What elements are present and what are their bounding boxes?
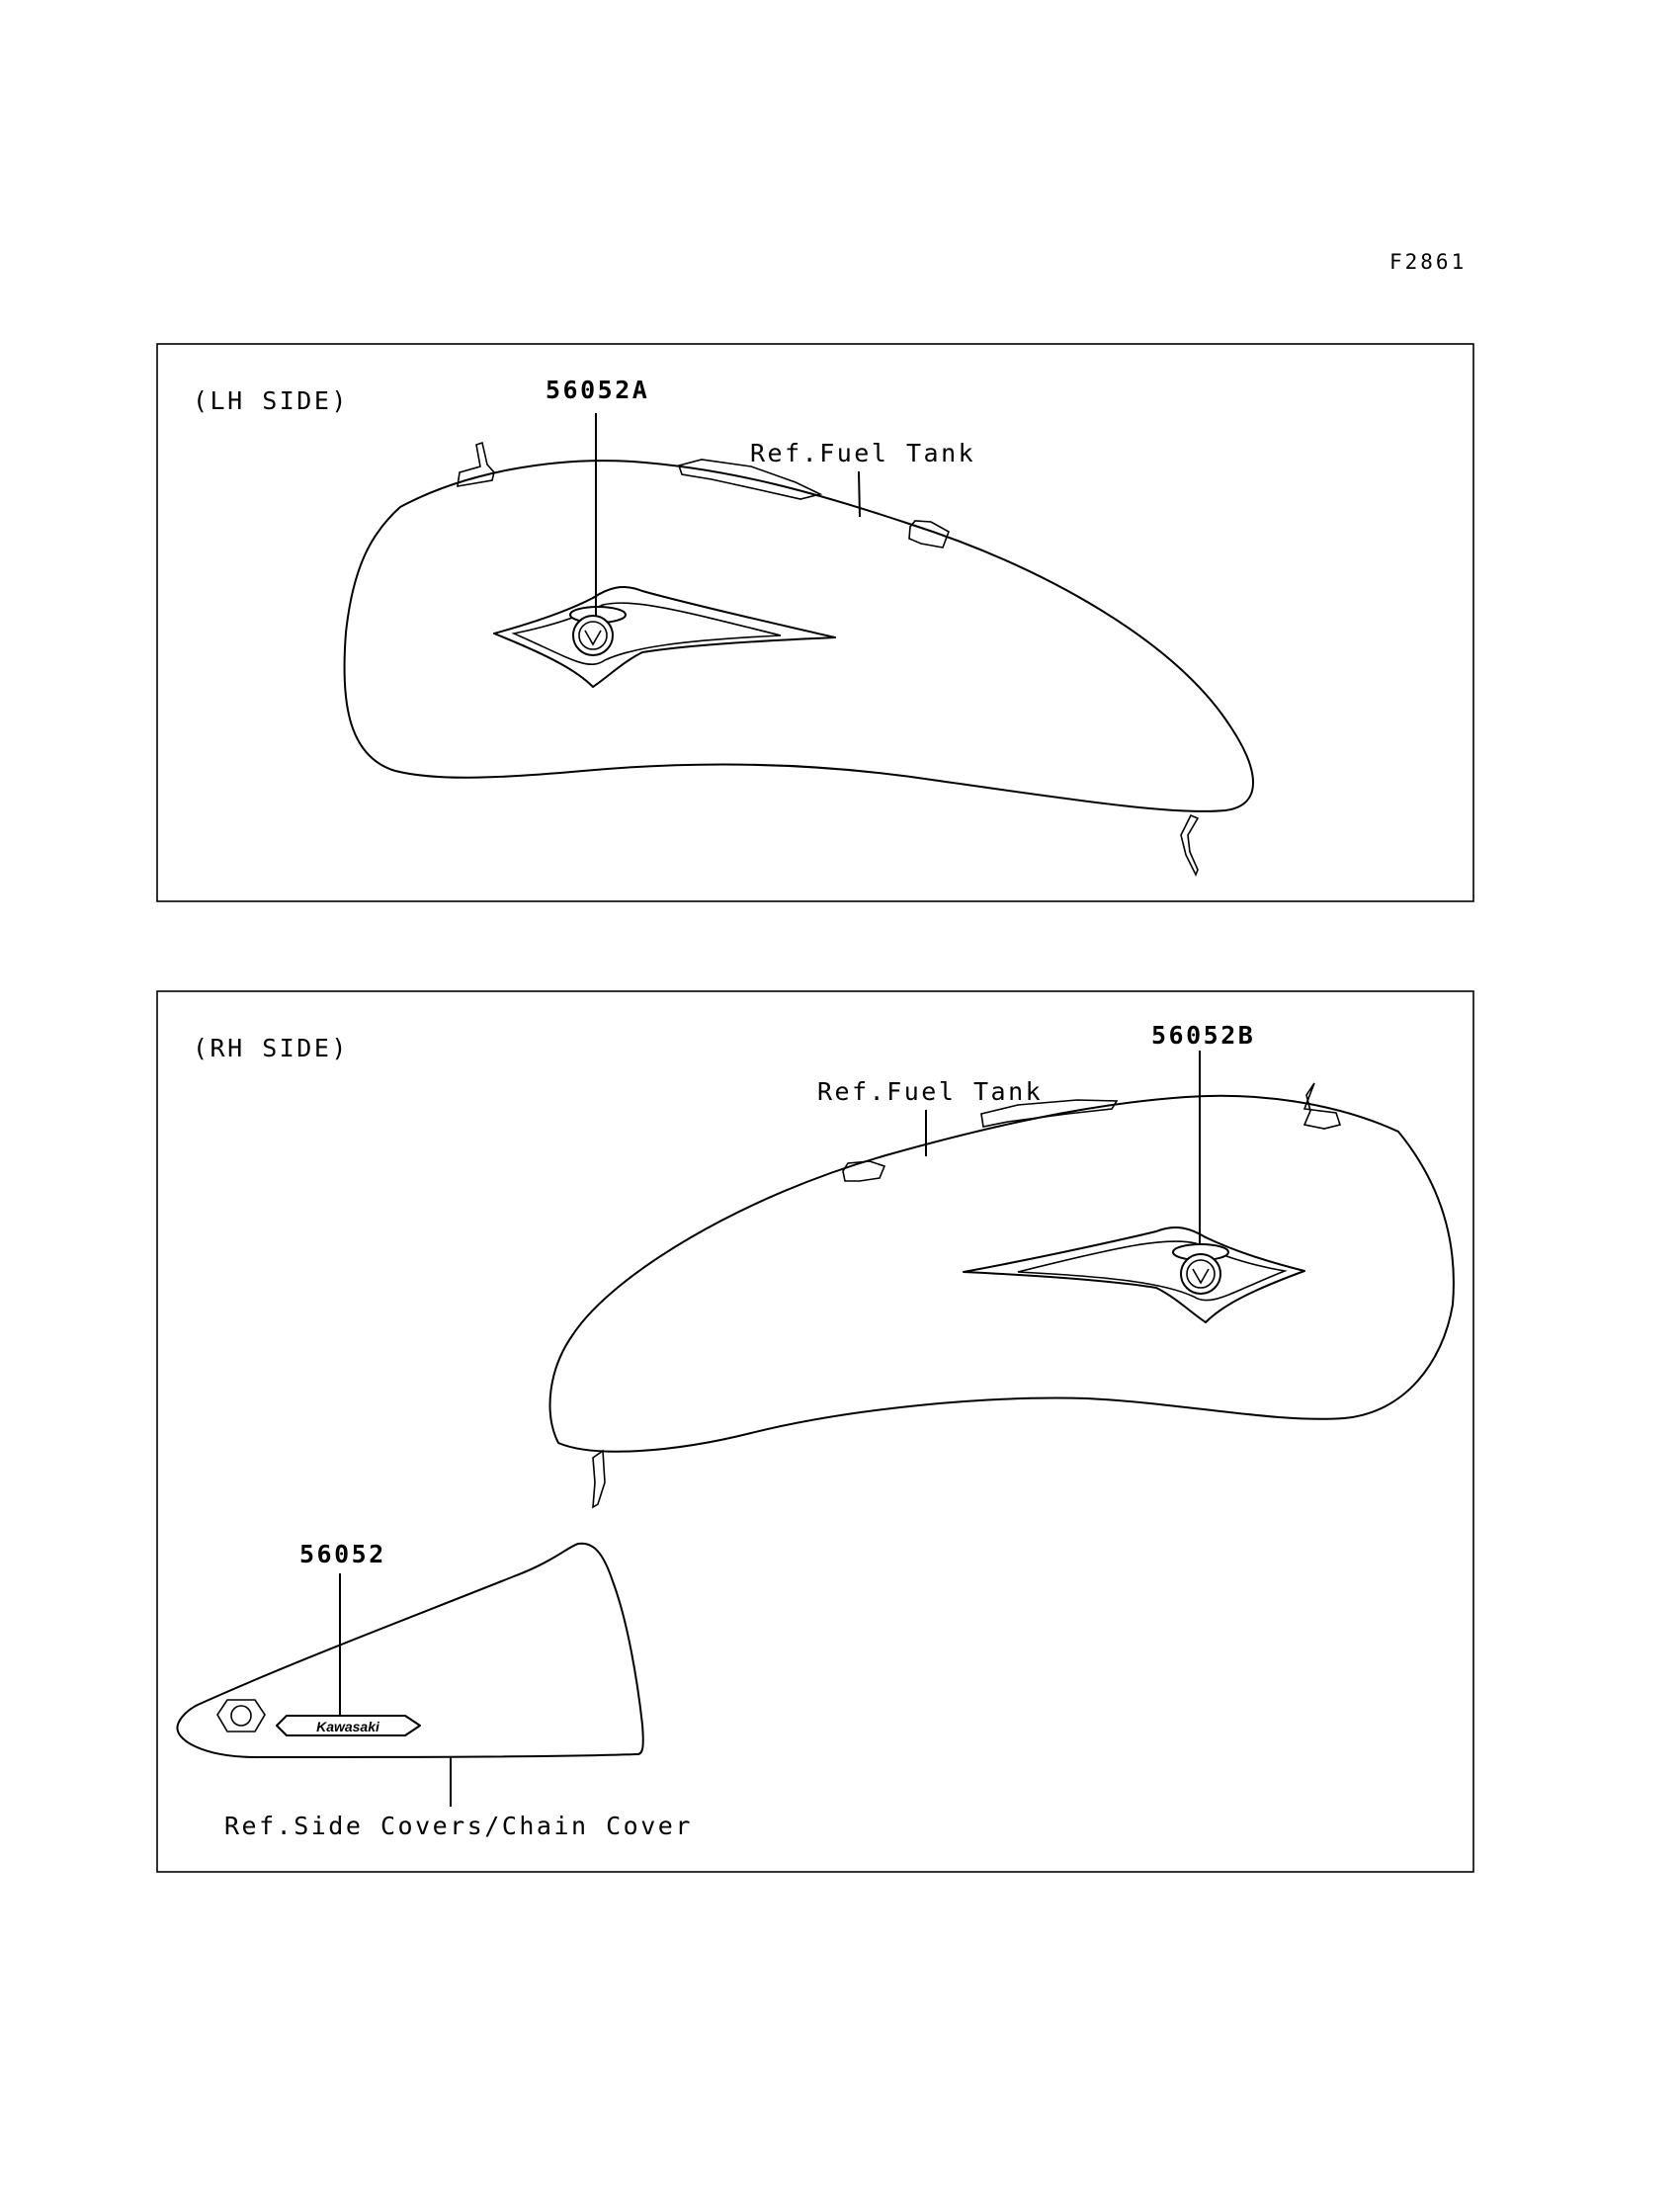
- lh-ref-leader: [859, 471, 860, 517]
- side-cover-ref-label: Ref.Side Covers/Chain Cover: [224, 1812, 693, 1840]
- rh-ref-fuel-tank-label: Ref.Fuel Tank: [817, 1077, 1044, 1106]
- lh-side-panel: [157, 344, 1473, 901]
- kawasaki-emblem-text: Kawasaki: [316, 1719, 379, 1734]
- rh-side-label: (RH SIDE): [193, 1034, 349, 1062]
- lh-tank-rear-bracket: [1181, 815, 1198, 875]
- lh-side-label: (LH SIDE): [193, 386, 349, 415]
- side-cover: [177, 1544, 642, 1757]
- figure-code: F2861: [1389, 250, 1468, 274]
- side-cover-part-number: 56052: [299, 1540, 386, 1568]
- rh-tank-front-bracket: [593, 1451, 605, 1507]
- lh-callout-part-number: 56052A: [546, 376, 650, 404]
- lh-ref-fuel-tank-label: Ref.Fuel Tank: [750, 439, 976, 467]
- rh-callout-part-number: 56052B: [1151, 1021, 1256, 1050]
- rh-side-panel: [157, 991, 1473, 1872]
